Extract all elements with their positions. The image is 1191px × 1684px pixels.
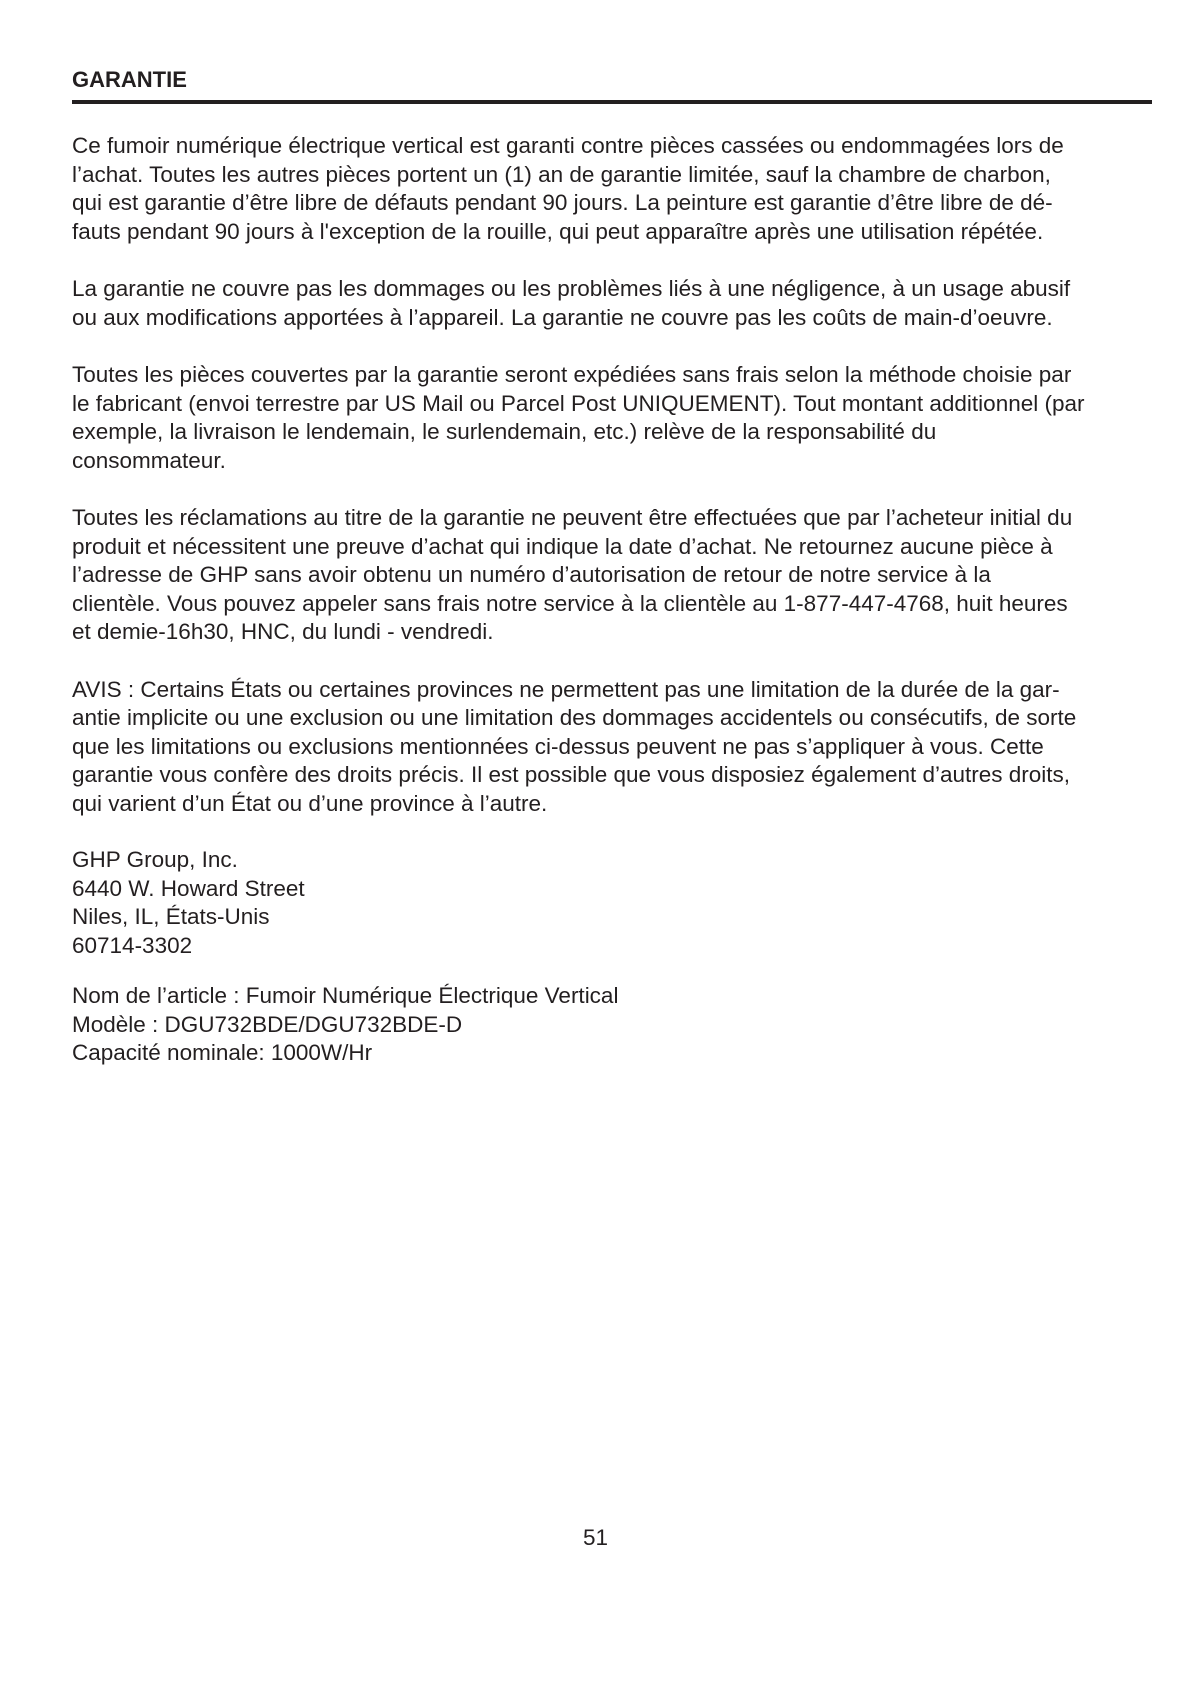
company-name: GHP Group, Inc.	[72, 847, 238, 872]
warranty-exclusions-paragraph: La garantie ne couvre pas les dommages ou les problèmes liés à une négligence, à un usage abusif ou aux modifications apportées à l’appareil. La garantie ne couvre pas les coûts de main-d’oeuvre.	[72, 276, 1071, 330]
address-zip: 60714-3302	[72, 932, 193, 958]
product-info	[72, 982, 1152, 1068]
product-model: Modèle : DGU732BDE/DGU732BDE-D	[72, 1011, 463, 1037]
page-number: 51	[582, 1525, 609, 1550]
company-address	[72, 846, 1152, 960]
warranty-page	[72, 64, 1152, 1068]
warranty-coverage-paragraph: Ce fumoir numérique électrique vertical est garanti contre pièces cassées ou endommagées lors de l’achat. Toutes les autres pièces portent un (1) an de garantie limitée, sauf la chambre de charbon, qui est garantie d’être libre de défauts pendant 90 jours. La peinture est garantie d’être libre de dé- fauts pendant 90 jours à l'exception de la rouille, qui peut apparaître après une utilisation répétée.	[72, 133, 1064, 244]
product-name: Nom de l’article : Fumoir Numérique Électrique Vertical	[72, 983, 619, 1008]
address-city: Niles, IL, États-Unis	[72, 904, 270, 929]
shipping-paragraph: Toutes les pièces couvertes par la garantie seront expédiées sans frais selon la méthode choisie par le fabricant (envoi terrestre par US Mail ou Parcel Post UNIQUEMENT). Tout montant additionnel (par exemple, la livraison le lendemain, le surlendemain, etc.) relève de la responsabilité du consommateur.	[72, 362, 1085, 473]
claims-paragraph: Toutes les réclamations au titre de la garantie ne peuvent être effectuées que par l’acheteur initial du produit et nécessitent une preuve d’achat qui indique la date d’achat. Ne retournez aucune pièce à l’adresse de GHP sans avoir obtenu un numéro d’autorisation de retour de notre service à la clientèle. Vous pouvez appeler sans frais notre service à la clientèle au 1-877-447-4768, huit heures et demie-16h30, HNC, du lundi - vendredi.	[72, 505, 1073, 644]
address-street: 6440 W. Howard Street	[72, 875, 305, 901]
section-heading: GARANTIE	[72, 64, 1152, 104]
notice-paragraph: AVIS : Certains États ou certaines provinces ne permettent pas une limitation de la durée de la gar- antie implicite ou une exclusion ou une limitation des dommages accidentels ou consécutifs, de sorte que les limitations ou exclusions mentionnées ci-dessus peuvent ne pas s’appliquer à vous. Cette garantie vous confère des droits précis. Il est possible que vous disposiez également d’autres droits, qui varient d’un État ou d’une province à l’autre.	[72, 676, 1077, 816]
product-capacity: Capacité nominale: 1000W/Hr	[72, 1040, 373, 1065]
